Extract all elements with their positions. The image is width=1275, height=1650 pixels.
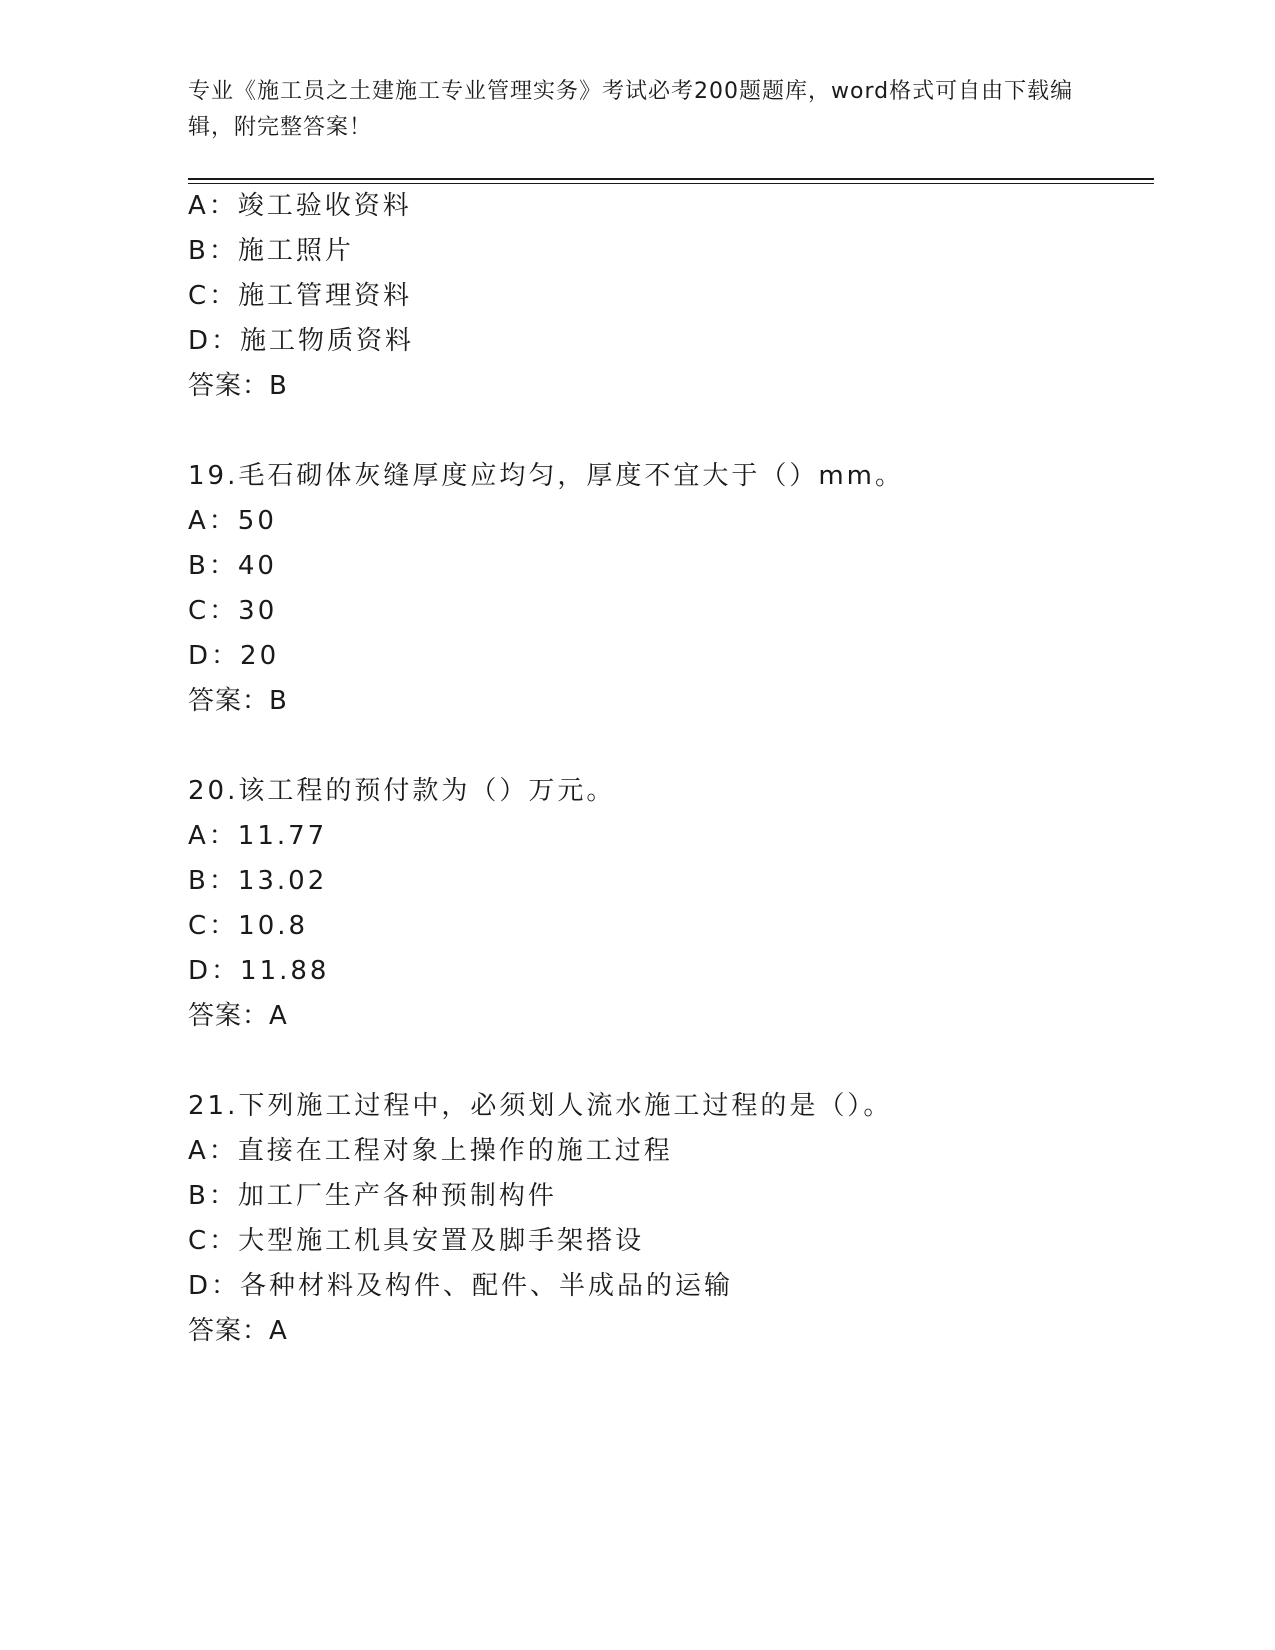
q21-option-b: B：加工厂生产各种预制构件 (188, 1181, 557, 1211)
q20-option-c: C：10.8 (188, 911, 309, 941)
q19-option-d: D：20 (188, 641, 280, 671)
q18-option-c: C：施工管理资料 (188, 281, 413, 311)
q18-answer: 答案：B (188, 371, 288, 401)
q18-option-a: A：竣工验收资料 (188, 191, 412, 221)
q21-option-d: D：各种材料及构件、配件、半成品的运输 (188, 1271, 734, 1301)
q21-option-c: C：大型施工机具安置及脚手架搭设 (188, 1226, 645, 1256)
q21-answer: 答案：A (188, 1316, 288, 1346)
q21-question: 21.下列施工过程中，必须划人流水施工过程的是（）。 (188, 1091, 893, 1121)
q19-option-b: B：40 (188, 551, 277, 581)
header-divider-thin (188, 183, 1154, 184)
q18-option-d: D：施工物质资料 (188, 326, 415, 356)
header-divider-thick (188, 178, 1154, 180)
q21-option-a: A：直接在工程对象上操作的施工过程 (188, 1136, 673, 1166)
q19-option-a: A：50 (188, 506, 277, 536)
q19-question: 19.毛石砌体灰缝厚度应均匀，厚度不宜大于（）mm。 (188, 461, 905, 491)
q19-option-c: C：30 (188, 596, 278, 626)
q18-option-b: B：施工照片 (188, 236, 354, 266)
q20-option-a: A：11.77 (188, 821, 328, 851)
document-header: 专业《施工员之土建施工专业管理实务》考试必考200题题库，word格式可自由下载编辑，附完整答案！ (188, 79, 1074, 140)
q20-question: 20.该工程的预付款为（）万元。 (188, 776, 616, 806)
q20-option-b: B：13.02 (188, 866, 328, 896)
q19-answer: 答案：B (188, 686, 288, 716)
q20-answer: 答案：A (188, 1001, 288, 1031)
q20-option-d: D：11.88 (188, 956, 330, 986)
